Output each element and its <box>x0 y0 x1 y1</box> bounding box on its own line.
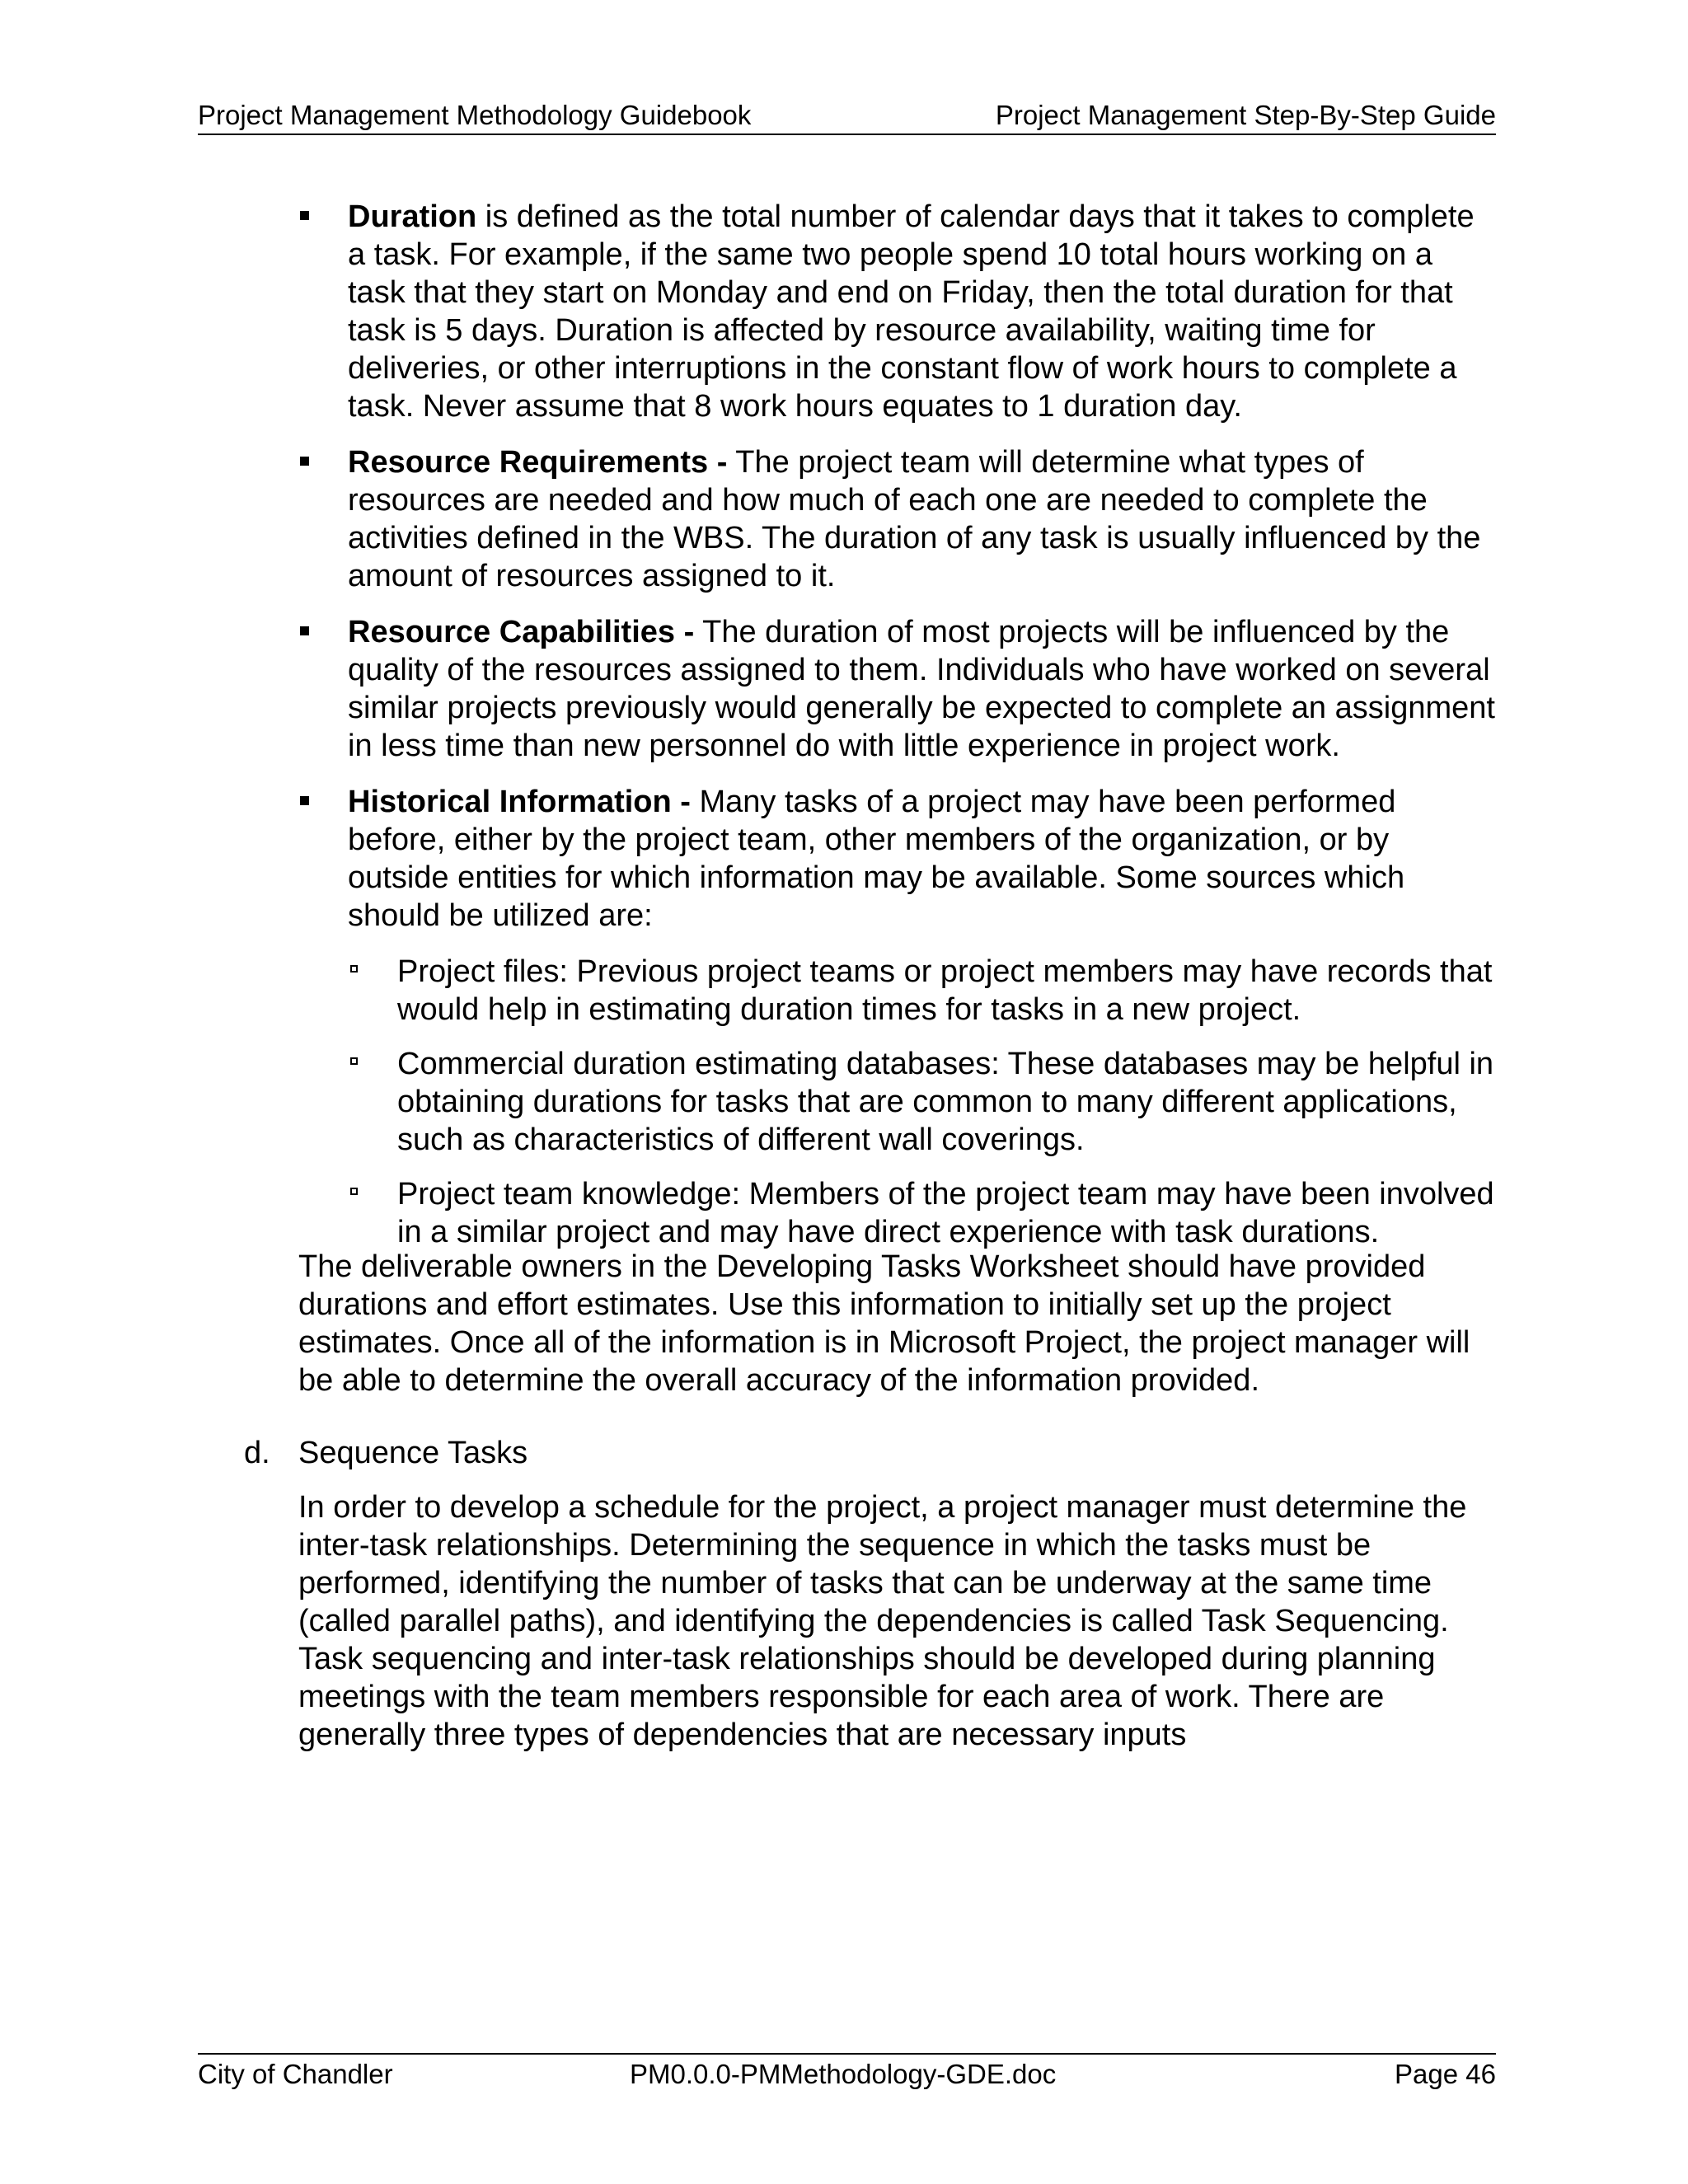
section-title: Sequence Tasks <box>298 1436 528 1470</box>
square-bullet-icon <box>300 211 309 220</box>
square-bullet-icon <box>300 626 309 635</box>
page-content <box>198 198 1496 1754</box>
page-footer <box>198 2053 1496 2093</box>
sub-list-item <box>348 1045 1496 1159</box>
sub-item-text: Project files: Previous project teams or project members may have records that would help in estimating duration times for tasks in a new project. <box>397 954 1493 1027</box>
section-paragraph: In order to develop a schedule for the project, a project manager must determine the inter-task relationships. Determining the sequence in which the tasks must be performed, identifying the number of tasks that can be underway at the same time (called parallel paths), and identifying the dependencies is called Task Sequencing. Task sequencing and inter-task relationships should be developed during planning meetings with the team members responsible for each area of work. There are generally three types of dependencies that are necessary inputs <box>298 1490 1467 1752</box>
historical-sources-list <box>348 953 1496 1251</box>
page-header <box>198 97 1496 135</box>
sub-item-text: Project team knowledge: Members of the project team may have been involved in a similar project and may have direct experience with task durations. <box>397 1177 1494 1249</box>
square-bullet-icon <box>300 796 309 805</box>
sub-list-item <box>348 1175 1496 1251</box>
closing-paragraph: The deliverable owners in the Developing Tasks Worksheet should have provided durations and effort estimates. Use this information to initially set up the project estimates. Once all of the information is in Microsoft Project, the project manager will be able to determine the overall accuracy of the information provided. <box>298 1249 1470 1398</box>
estimate-factors-list <box>198 198 1496 1251</box>
bullet-text: The duration of most projects will be influenced by the quality of the resources assigned to them. Individuals who have worked on several similar projects previously would generally be expected to complete an assignment in less time than new personnel do with little experience in project work. <box>348 615 1495 763</box>
bullet-term: Duration <box>348 199 477 234</box>
square-bullet-icon <box>300 457 309 466</box>
list-item-resource-capabilities <box>198 613 1496 765</box>
section-heading <box>198 1434 1496 1472</box>
footer-filename: PM0.0.0-PMMethodology-GDE.doc <box>630 2059 1057 2089</box>
bullet-term: Resource Requirements - <box>348 445 728 480</box>
footer-organization: City of Chandler <box>198 2059 393 2089</box>
hollow-square-bullet-icon <box>350 965 358 972</box>
hollow-square-bullet-icon <box>350 1057 358 1065</box>
header-right-title: Project Management Step-By-Step Guide <box>995 100 1496 130</box>
sub-list-item <box>348 953 1496 1029</box>
list-item-resource-requirements <box>198 443 1496 595</box>
bullet-text: Many tasks of a project may have been performed before, either by the project team, other members of the organization, or by outside entities for which information may be available. Some sources which should be utilized are: <box>348 785 1405 933</box>
header-left-title: Project Management Methodology Guidebook <box>198 100 752 130</box>
bullet-term: Historical Information - <box>348 785 691 819</box>
section-letter: d. <box>244 1436 270 1470</box>
list-item-historical-information <box>198 783 1496 1251</box>
footer-page-number: Page 46 <box>1395 2059 1496 2089</box>
hollow-square-bullet-icon <box>350 1188 358 1195</box>
bullet-text: The project team will determine what types of resources are needed and how much of each one are needed to complete the activities defined in the WBS. The duration of any task is usually influenced by the amount of resources assigned to it. <box>348 445 1481 593</box>
list-item-duration <box>198 198 1496 425</box>
bullet-text: is defined as the total number of calendar days that it takes to complete a task. For example, if the same two people spend 10 total hours working on a task that they start on Monday and end on Friday, then the total duration for that task is 5 days. Duration is affected by resource availability, waiting time for deliveries, or other interruptions in the constant flow of work hours to complete a task. Never assume that 8 work hours equates to 1 duration day. <box>348 199 1475 424</box>
bullet-term: Resource Capabilities - <box>348 615 695 649</box>
sub-item-text: Commercial duration estimating databases: These databases may be helpful in obtaining durations for tasks that are common to many different applications, such as characteristics of different wall coverings. <box>397 1047 1494 1157</box>
